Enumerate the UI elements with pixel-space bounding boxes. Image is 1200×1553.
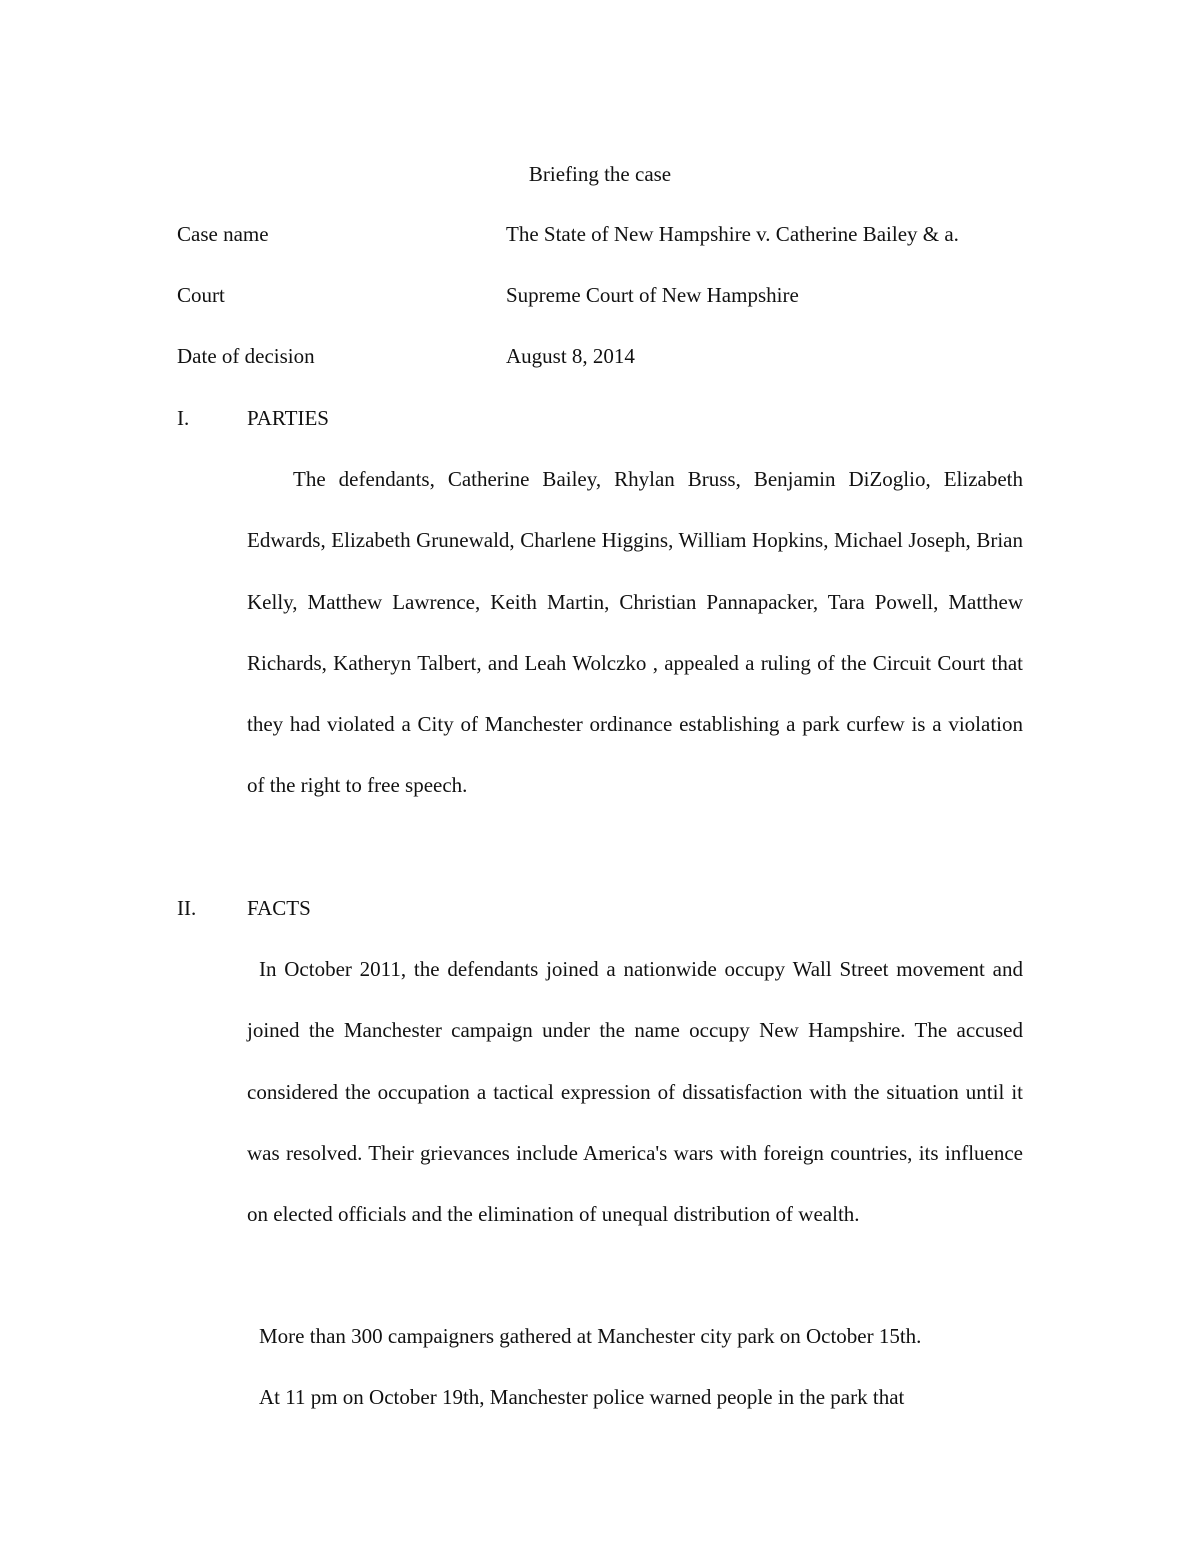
- info-value: August 8, 2014: [506, 344, 635, 368]
- section-number: II.: [177, 896, 197, 920]
- paragraph-parties: The defendants, Catherine Bailey, Rhylan Bruss, Benjamin DiZoglio, Elizabeth Edwards, Elizabeth Grunewald, Charlene Higgins, William Hopkins, Michael Joseph, Brian Kelly, Matthew Lawrence, Keith Martin, Christian Pannapacker, Tara Powell, Matthew Richards, Katheryn Talbert, and Leah Wolczko , appealed a ruling of the Circuit Court that they had violated a City of Manchester ordinance establishing a park curfew is a violation of the right to free speech.: [247, 467, 1023, 798]
- info-row-court: [177, 281, 1037, 309]
- info-value: The State of New Hampshire v. Catherine Bailey & a.: [506, 222, 959, 246]
- section-title: FACTS: [247, 896, 311, 920]
- paragraph-facts-3: At 11 pm on October 19th, Manchester police warned people in the park that: [259, 1385, 905, 1409]
- info-label: Case name: [177, 222, 269, 246]
- paragraph-facts-2: More than 300 campaigners gathered at Manchester city park on October 15th.: [259, 1324, 922, 1348]
- paragraph-facts-1: In October 2011, the defendants joined a nationwide occupy Wall Street movement and joined the Manchester campaign under the name occupy New Hampshire. The accused considered the occupation a tactical expression of dissatisfaction with the situation until it was resolved. Their grievances include America's wars with foreign countries, its influence on elected officials and the elimination of unequal distribution of wealth.: [247, 957, 1023, 1227]
- section-title: PARTIES: [247, 406, 329, 430]
- info-label: Date of decision: [177, 344, 315, 368]
- info-value: Supreme Court of New Hampshire: [506, 283, 799, 307]
- info-row-case-name: [177, 220, 1037, 248]
- section-number: I.: [177, 406, 190, 430]
- info-row-date-of-decision: [177, 342, 1037, 370]
- document-title: Briefing the case: [528, 162, 672, 186]
- info-label: Court: [177, 283, 225, 307]
